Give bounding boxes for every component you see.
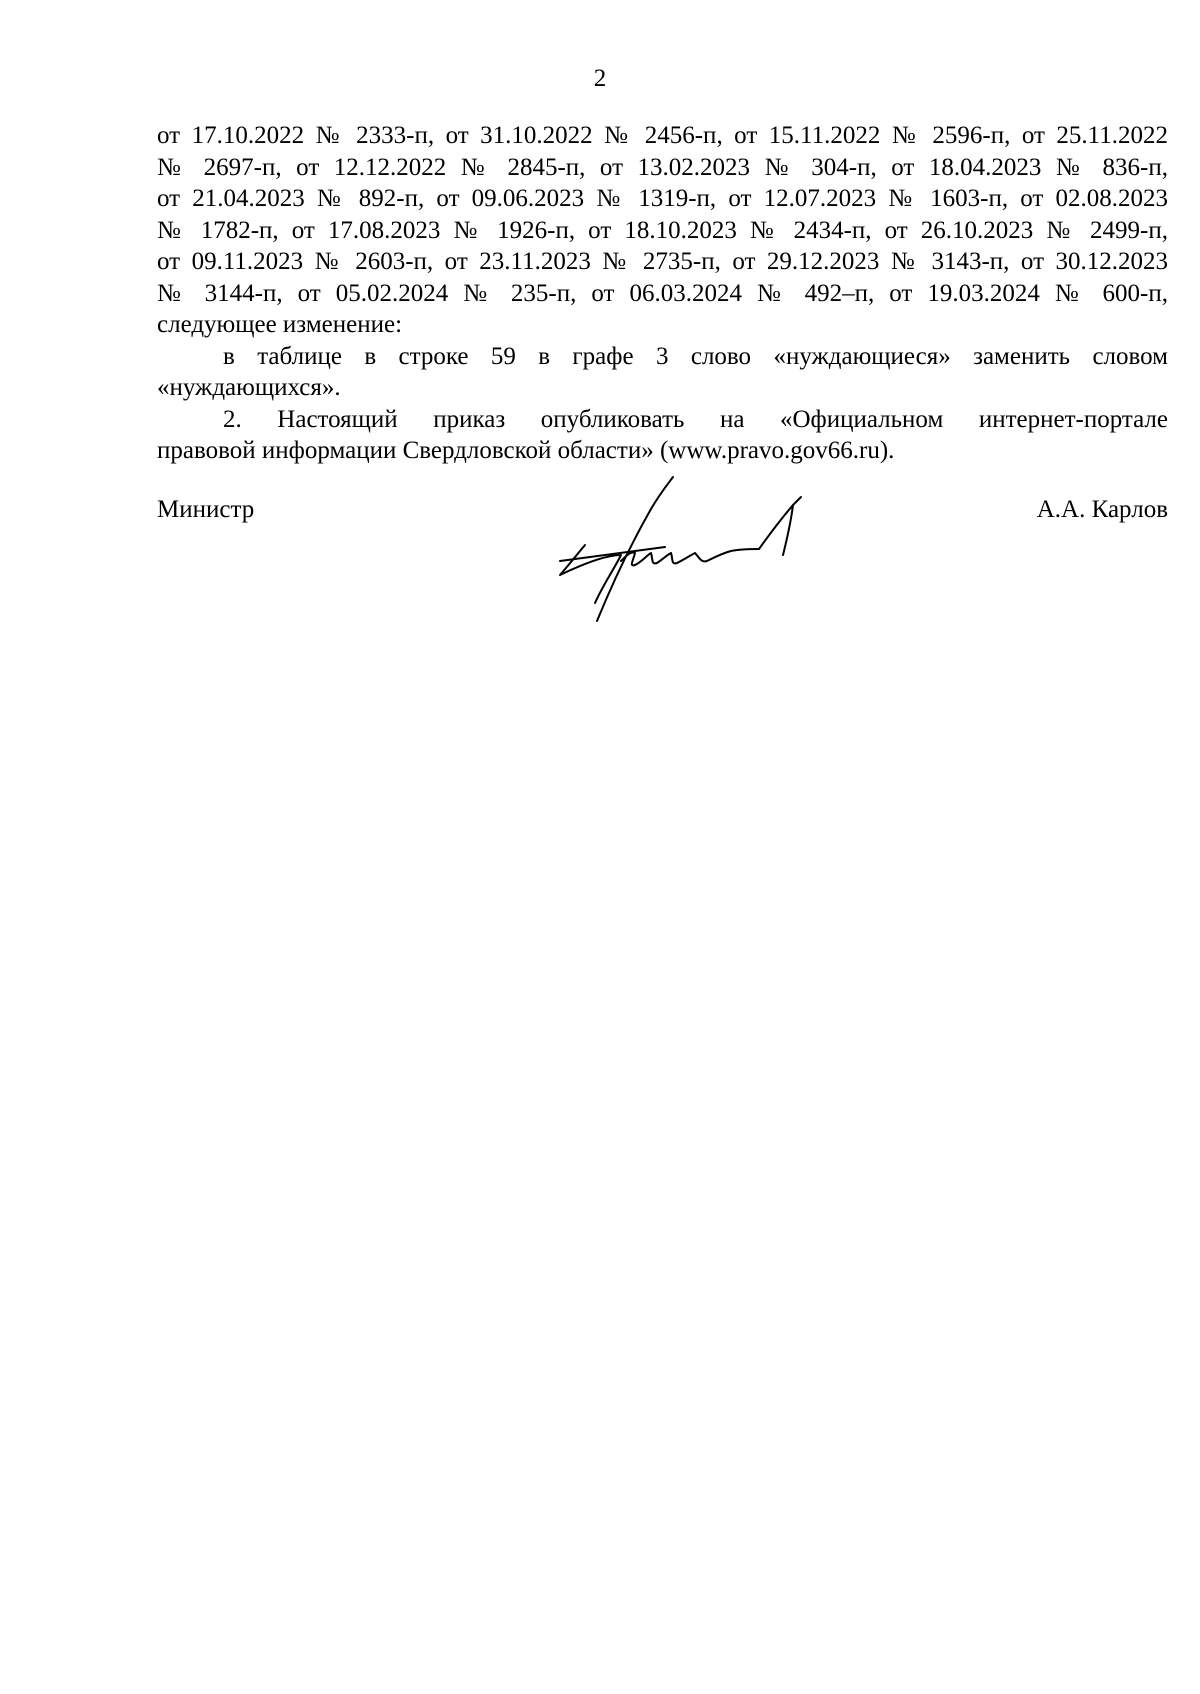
amendments-line-2: № 2697-п, от 12.12.2022 № 2845-п, от 13.02.2023 № 304-п, от 18.04.2023 № 836-п, — [157, 153, 1168, 181]
publication-line-1: 2. Настоящий приказ опубликовать на «Официальном интернет-портале — [223, 405, 1168, 433]
amendments-line-1: от 17.10.2022 № 2333-п, от 31.10.2022 № 2456-п, от 15.11.2022 № 2596-п, от 25.11.2022 — [157, 122, 1168, 149]
signature-stroke-final-flourish — [759, 505, 793, 555]
signature-stroke-tail — [793, 497, 801, 505]
change-line-1: в таблице в строке 59 в графе 3 слово «нуждающиеся» заменить словом — [223, 342, 1168, 370]
signature-stroke-main-descender — [597, 477, 673, 621]
amendments-line-6: № 3144-п, от 05.02.2024 № 235-п, от 06.03.2024 № 492–п, от 19.03.2024 № 600-п, — [157, 279, 1168, 307]
signer-name: А.А. Карлов — [1036, 496, 1168, 523]
amendments-line-5: от 09.11.2023 № 2603-п, от 23.11.2023 № 2735-п, от 29.12.2023 № 3143-п, от 30.12.2023 — [157, 248, 1168, 275]
position-title: Министр — [157, 496, 255, 523]
handwritten-signature — [555, 475, 835, 625]
amendments-line-3: от 21.04.2023 № 892-п, от 09.06.2023 № 1319-п, от 12.07.2023 № 1603-п, от 02.08.2023 — [157, 185, 1168, 212]
signature-stroke-letters — [621, 549, 759, 565]
amendments-line-7: следующее изменение: — [157, 311, 403, 338]
document-body — [157, 120, 1168, 467]
amendments-line-4: № 1782-п, от 17.08.2023 № 1926-п, от 18.10.2023 № 2434-п, от 26.10.2023 № 2499-п, — [157, 216, 1168, 244]
change-line-2: «нуждающихся». — [157, 374, 341, 401]
publication-line-2: правовой информации Свердловской области» (www.pravo.gov66.ru). — [157, 437, 895, 464]
page-number: 2 — [593, 65, 607, 92]
